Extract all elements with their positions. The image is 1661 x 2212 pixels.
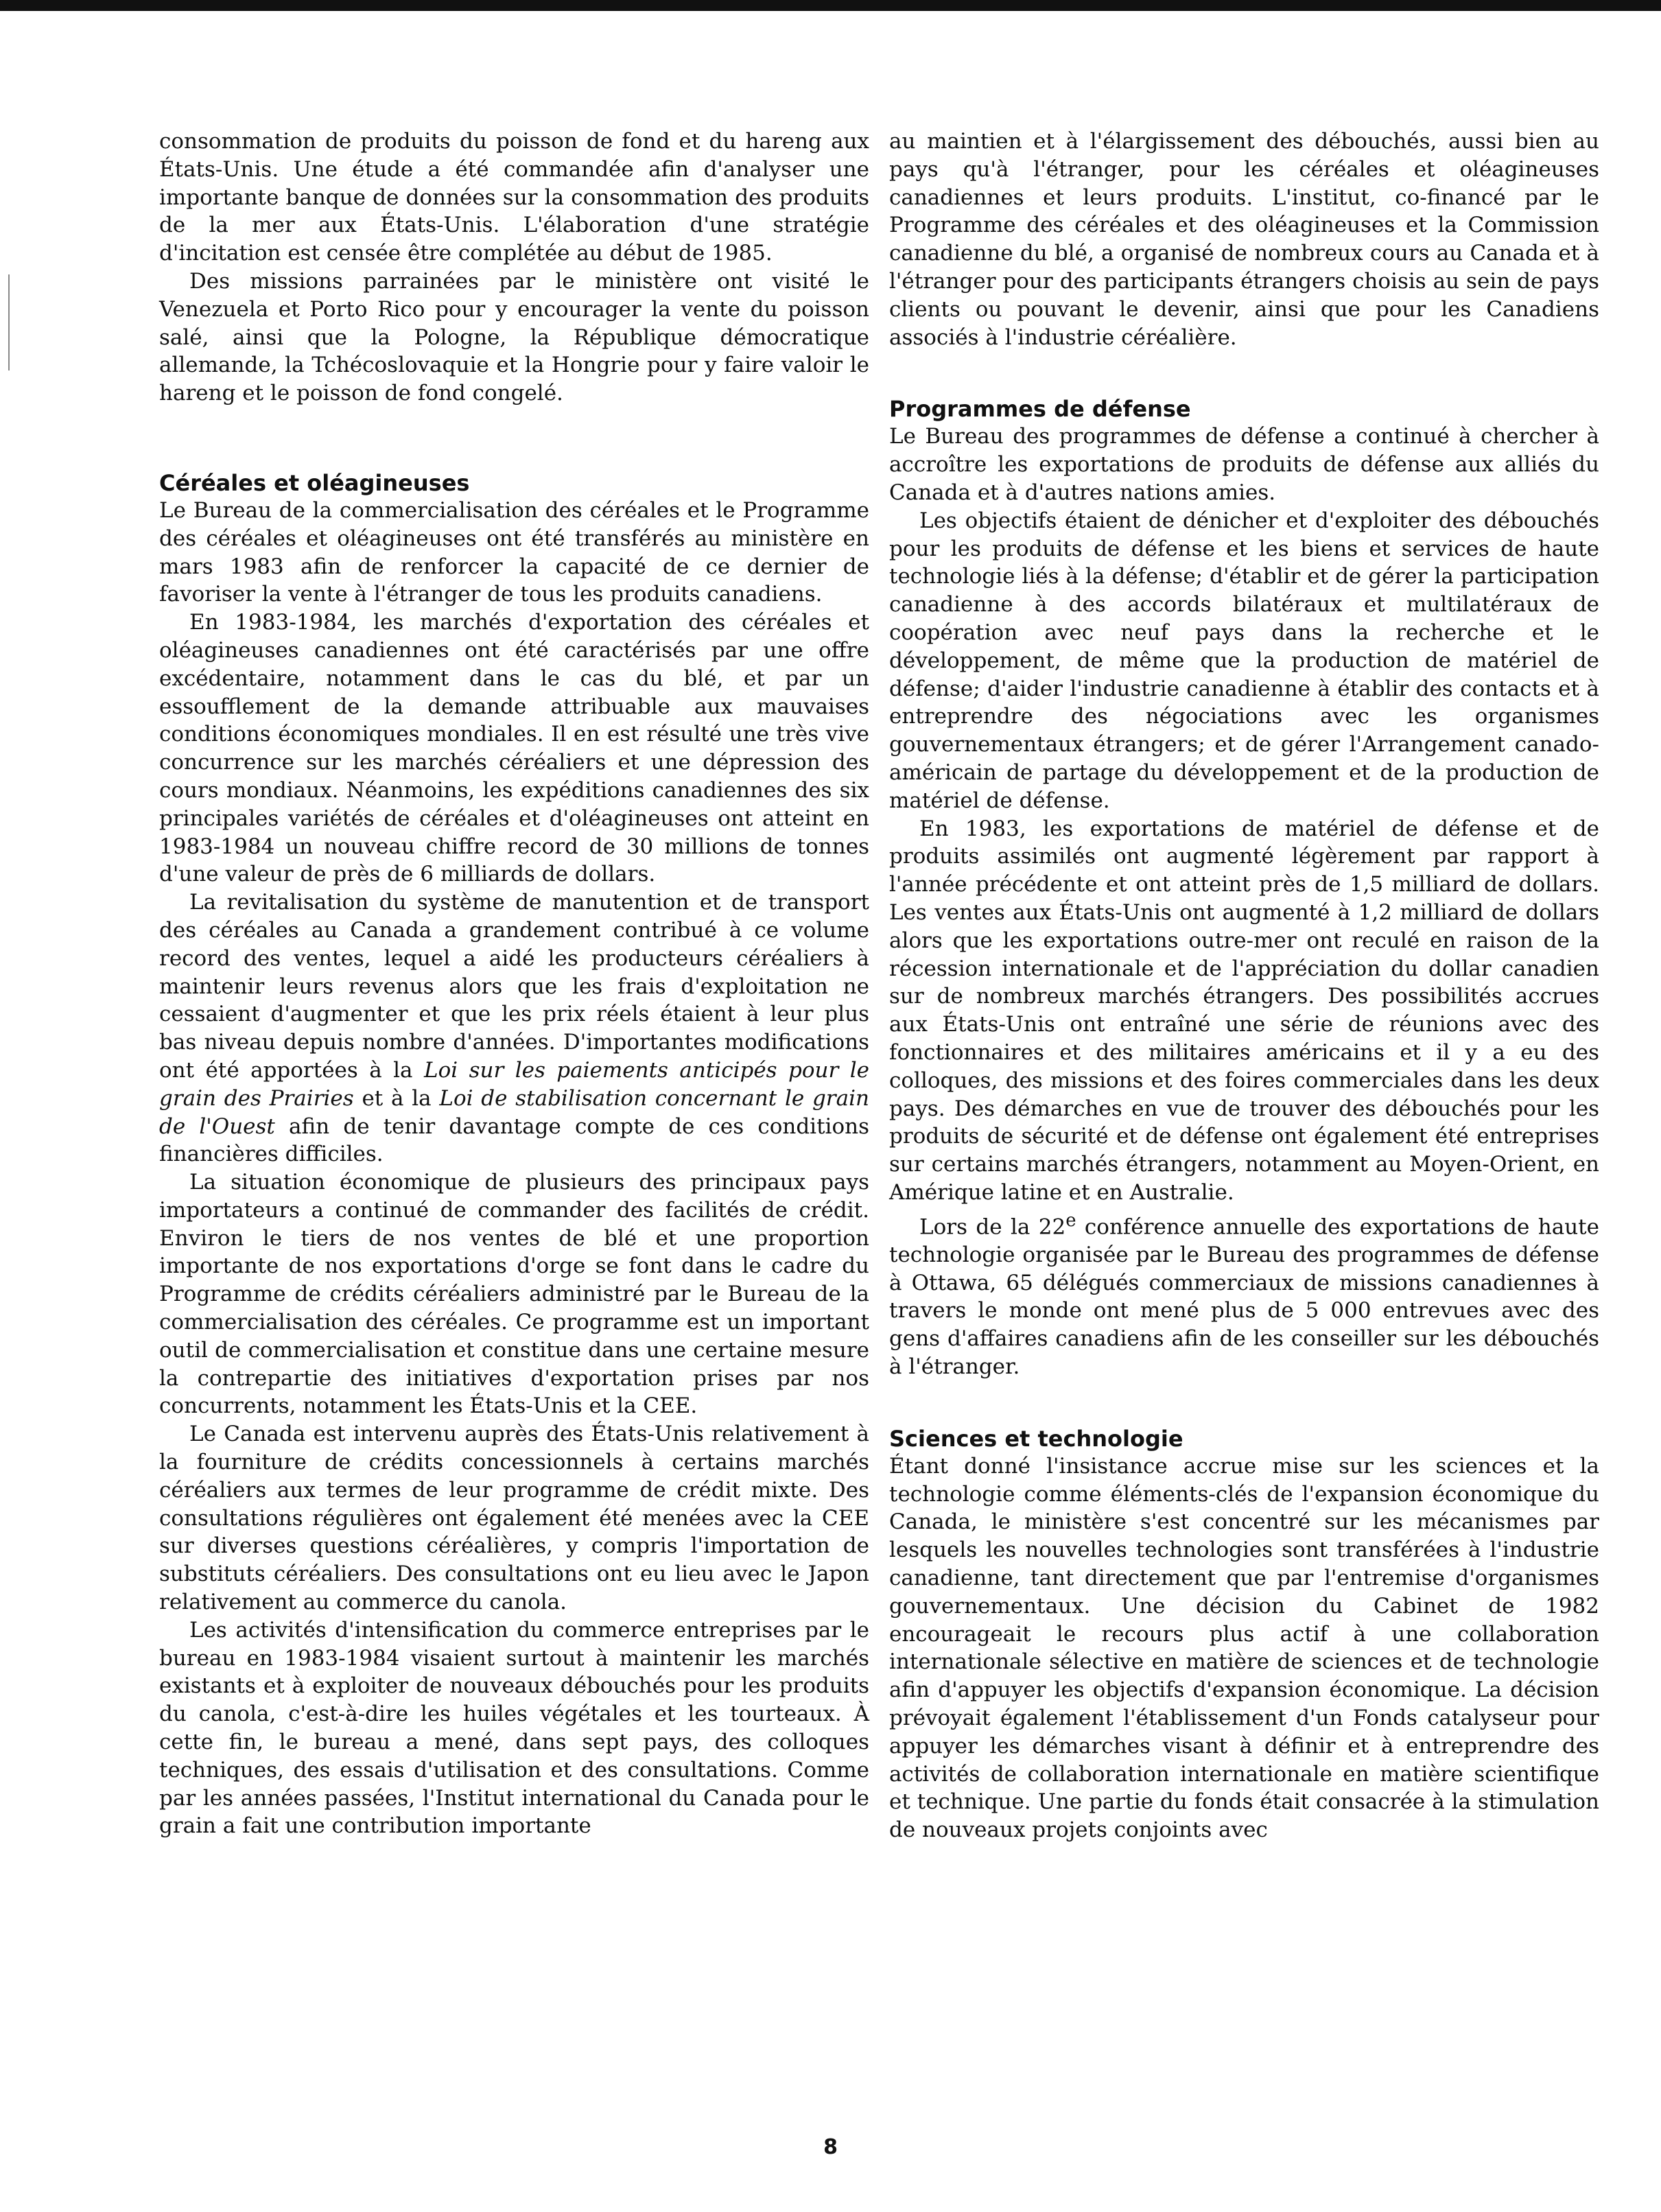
paragraph: La situation économique de plusieurs des principaux pays importateurs a continué de commander des facilités de crédit. Environ le tiers de nos ventes de blé et une proportion importante de nos exportations d'orge se font dans le cadre du Programme de crédits céréaliers administré par le Bureau de la commercialisation des céréales. Ce programme est un important outil de commercialisation et constitue dans une certaine mesure la contrepartie des initiatives d'exportation prises par nos concurrents, notamment les États-Unis et la CEE. [159, 1170, 869, 1419]
paragraph: Des missions parrainées par le ministère ont visité le Venezuela et Porto Rico pour y encourager la vente du poisson salé, ainsi que la Pologne, la République démocratique allemande, la Tchécoslovaquie et la Hongrie pour y faire valoir le hareng et le poisson de fond congelé. [159, 268, 869, 406]
section-heading-defense: Programmes de défense [889, 396, 1191, 423]
left-column [159, 128, 869, 1840]
text-run: La revitalisation du système de manutention et de transport des céréales au Canada a grandement contribué à ce volume record des ventes, lequel a aidé les producteurs céréaliers à maintenir leurs revenus alors que les frais d'exploitation ne cessaient d'augmenter et que les prix réels étaient à leur plus bas niveau depuis nombre d'années. D'importantes modifications ont été apportées à la [159, 890, 869, 1083]
right-column [889, 128, 1599, 1844]
text-run: afin de tenir davantage compte de ces conditions financières difficiles. [159, 1114, 869, 1167]
paragraph: au maintien et à l'élargissement des débouchés, aussi bien au pays qu'à l'étranger, pour les céréales et oléagineuses canadiennes et leurs produits. L'institut, co-financé par le Programme des céréales et des oléagineuses et la Commission canadienne du blé, a organisé de nombreux cours au Canada et à l'étranger pour des participants étrangers choisis au sein de pays clients ou pouvant le devenir, ainsi que pour les Canadiens associés à l'industrie céréalière. [889, 129, 1599, 350]
page-number: 8 [823, 2135, 838, 2159]
law-title: Loi de stabilisation concernant le grain de l'Ouest [159, 1085, 869, 1139]
paragraph: Le Bureau de la commercialisation des céréales et le Programme des céréales et oléagineuses ont été transférés au ministère en mars 1983 afin de renforcer la capacité de ce dernier de favoriser la vente à l'étranger de tous les produits canadiens. [159, 497, 869, 607]
paragraph: consommation de produits du poisson de fond et du hareng aux États-Unis. Une étude a été commandée afin d'analyser une importante banque de données sur la consommation des produits de la mer aux États-Unis. L'élaboration d'une stratégie d'incitation est censée être complétée au début de 1985. [159, 129, 869, 266]
paragraph: En 1983, les exportations de matériel de défense et de produits assimilés ont augmenté légèrement par rapport à l'année précédente et ont atteint près de 1,5 milliard de dollars. Les ventes aux États-Unis ont augmenté à 1,2 milliard de dollars alors que les exportations outre-mer ont reculé en raison de la récession internationale et de l'appréciation du dollar canadien sur de nombreux marchés étrangers. Des possibilités accrues aux États-Unis ont entraîné une série de réunions avec des fonctionnaires et des militaires américains et il y a eu des colloques, des missions et des foires commerciales dans les deux pays. Des démarches en vue de trouver des débouchés pour les produits de sécurité et de défense ont également été entreprises sur certains marchés étrangers, notamment au Moyen-Orient, en Amérique latine et en Australie. [889, 816, 1599, 1205]
scan-margin-mark [8, 274, 10, 370]
section-heading-cereales: Céréales et oléagineuses [159, 469, 470, 496]
top-border-rule [0, 0, 1661, 11]
paragraph: Les activités d'intensification du commerce entreprises par le bureau en 1983-1984 visaient surtout à maintenir les marchés existants et à exploiter de nouveaux débouchés pour les produits du canola, c'est-à-dire les huiles végétales et les tourteaux. À cette fin, le bureau a mené, dans sept pays, des colloques techniques, des essais d'utilisation et des consultations. Comme par les années passées, l'Institut international du Canada pour le grain a fait une contribution importante [159, 1617, 869, 1839]
text-run: Lors de la 22 [919, 1214, 1066, 1240]
superscript: e [1065, 1210, 1076, 1231]
text-run: conférence annuelle des exportations de haute technologie organisée par le Bureau des programmes de défense à Ottawa, 65 délégués commerciaux de missions canadiennes à travers le monde ont mené plus de 5 000 entrevues avec des gens d'affaires canadiens afin de les conseiller sur les débouchés à l'étranger. [889, 1214, 1599, 1379]
section-heading-sciences: Sciences et technologie [889, 1425, 1183, 1452]
paragraph [159, 889, 869, 1168]
paragraph [889, 1207, 1599, 1381]
paragraph: Le Canada est intervenu auprès des États-Unis relativement à la fourniture de crédits concessionnels à certains marchés céréaliers aux termes de leur programme de crédit mixte. Des consultations régulières ont également été menées avec la CEE sur diverses questions céréalières, y compris l'importation de substituts céréaliers. Des consultations ont eu lieu avec le Japon relativement au commerce du canola. [159, 1422, 869, 1615]
paragraph: Le Bureau des programmes de défense a continué à chercher à accroître les exportations de produits de défense aux alliés du Canada et à d'autres nations amies. [889, 424, 1599, 505]
law-title: Loi sur les paiements anticipés pour le grain des Prairies [159, 1057, 869, 1111]
paragraph: Les objectifs étaient de dénicher et d'exploiter des débouchés pour les produits de défense et les biens et services de haute technologie liés à la défense; d'établir et de gérer la participation canadienne à des accords bilatéraux et multilatéraux de coopération avec neuf pays dans la recherche et le développement, de même que la production de matériel de défense; d'aider l'industrie canadienne à établir des contacts et à entreprendre des négociations avec les organismes gouvernementaux étrangers; et de gérer l'Arrangement canado-américain de partage du développement et de la production de matériel de défense. [889, 508, 1599, 813]
paragraph: En 1983-1984, les marchés d'exportation des céréales et oléagineuses canadiennes ont été caractérisés par une offre excédentaire, notamment dans le cas du blé, et par un essoufflement de la demande attribuable aux mauvaises conditions économiques mondiales. Il en est résulté une très vive concurrence sur les marchés céréaliers et une dépression des cours mondiaux. Néanmoins, les expéditions canadiennes des six principales variétés de céréales et d'oléagineuses ont atteint en 1983-1984 un nouveau chiffre record de 30 millions de tonnes d'une valeur de près de 6 milliards de dollars. [159, 610, 869, 887]
text-run: et à la [353, 1085, 440, 1111]
paragraph: Étant donné l'insistance accrue mise sur les sciences et la technologie comme éléments-clés de l'expansion économique du Canada, le ministère s'est concentré sur les mécanismes par lesquels les nouvelles technologies sont transférées à l'industrie canadienne, tant directement que par l'entremise d'organismes gouvernementaux. Une décision du Cabinet de 1982 encourageait le recours plus actif à une collaboration internationale sélective en matière de sciences et de technologie afin d'appuyer les objectifs d'expansion économique. La décision prévoyait également l'établissement d'un Fonds catalyseur pour appuyer les démarches visant à définir et à entreprendre des activités de collaboration internationale en matière scientifique et technique. Une partie du fonds était consacrée à la stimulation de nouveaux projets conjoints avec [889, 1453, 1599, 1843]
